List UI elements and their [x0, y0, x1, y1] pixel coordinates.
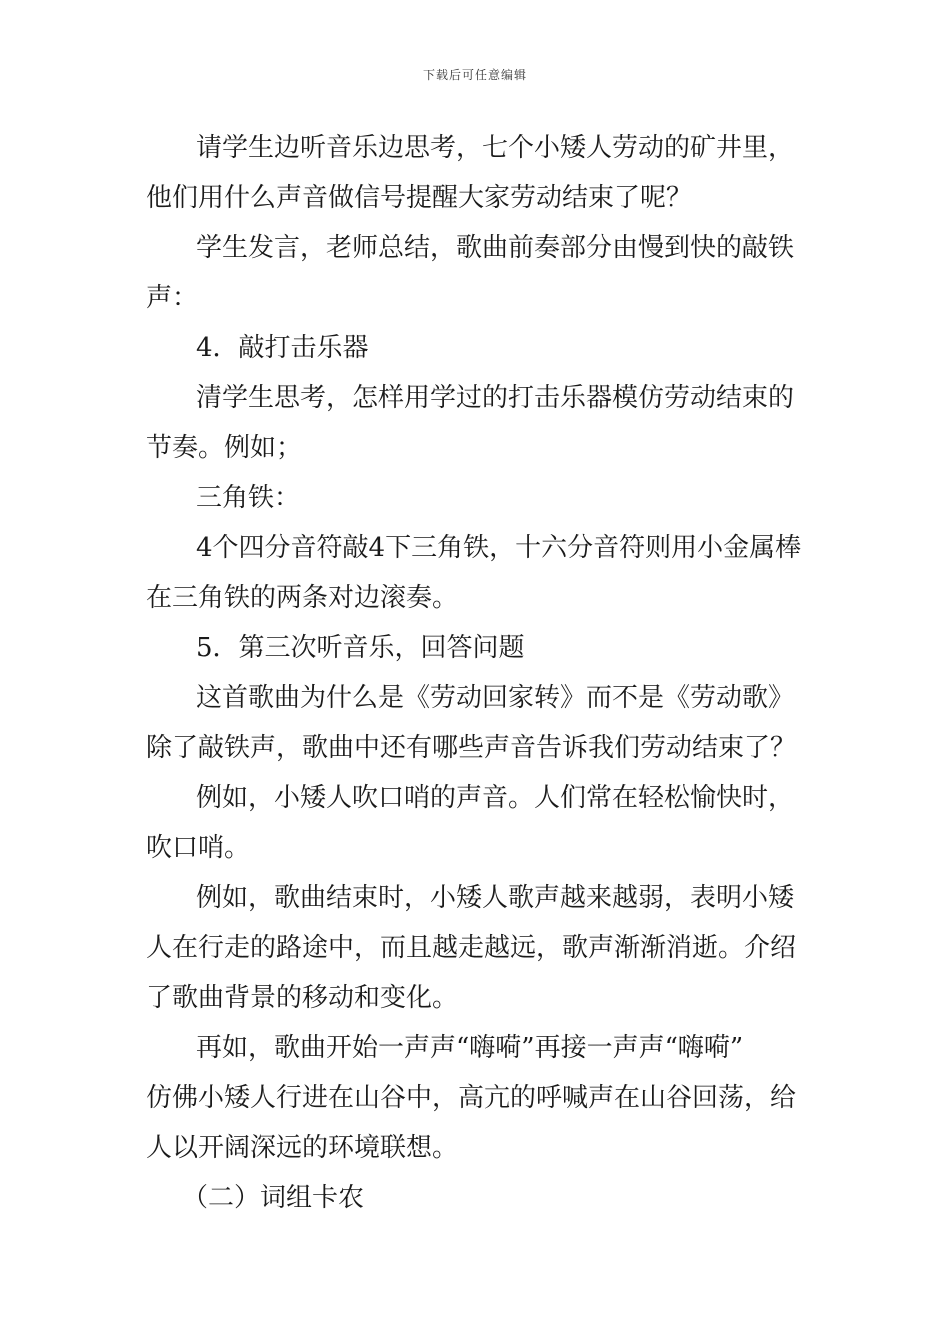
paragraph-line: 再如，歌曲开始一声声“嗨嗬”再接一声声“嗨嗬” [196, 1033, 744, 1063]
page-header: 下载后可任意编辑 [422, 68, 527, 82]
paragraph-line: 三角铁： [196, 483, 301, 513]
paragraph-line: 在三角铁的两条对边滚奏。 [146, 583, 459, 613]
paragraph-line: 例如，小矮人吹口哨的声音。人们常在轻松愉快时， [196, 783, 795, 813]
paragraph-line: 请学生边听音乐边思考，七个小矮人劳动的矿井里， [196, 133, 795, 163]
paragraph-line: 节奏。例如； [146, 433, 303, 463]
paragraph-line: 这首歌曲为什么是《劳动回家转》而不是《劳动歌》 [196, 683, 795, 713]
paragraph-line: 人在行走的路途中，而且越走越远，歌声渐渐消逝。介绍 [146, 933, 797, 963]
paragraph-line: 了歌曲背景的移动和变化。 [146, 983, 459, 1013]
paragraph-line: 例如，歌曲结束时，小矮人歌声越来越弱，表明小矮 [196, 883, 795, 913]
paragraph-line: 吹口哨。 [146, 833, 251, 863]
paragraph-line: 人以开阔深远的环境联想。 [146, 1133, 459, 1163]
paragraph-line: 学生发言，老师总结，歌曲前奏部分由慢到快的敲铁 [196, 233, 795, 263]
section-heading: （二）词组卡农 [182, 1183, 365, 1213]
paragraph-line: 他们用什么声音做信号提醒大家劳动结束了呢？ [146, 183, 693, 213]
section-heading: 4．敲打击乐器 [196, 333, 369, 363]
paragraph-line: 4个四分音符敲4下三角铁，十六分音符则用小金属棒 [196, 533, 802, 563]
paragraph-line: 除了敲铁声，歌曲中还有哪些声音告诉我们劳动结束了？ [146, 733, 797, 763]
paragraph-line: 清学生思考，怎样用学过的打击乐器模仿劳动结束的 [196, 383, 795, 413]
paragraph-line: 仿佛小矮人行进在山谷中，高亢的呼喊声在山谷回荡，给 [146, 1083, 797, 1113]
section-heading: 5．第三次听音乐，回答问题 [196, 633, 525, 663]
paragraph-line: 声： [146, 283, 199, 313]
